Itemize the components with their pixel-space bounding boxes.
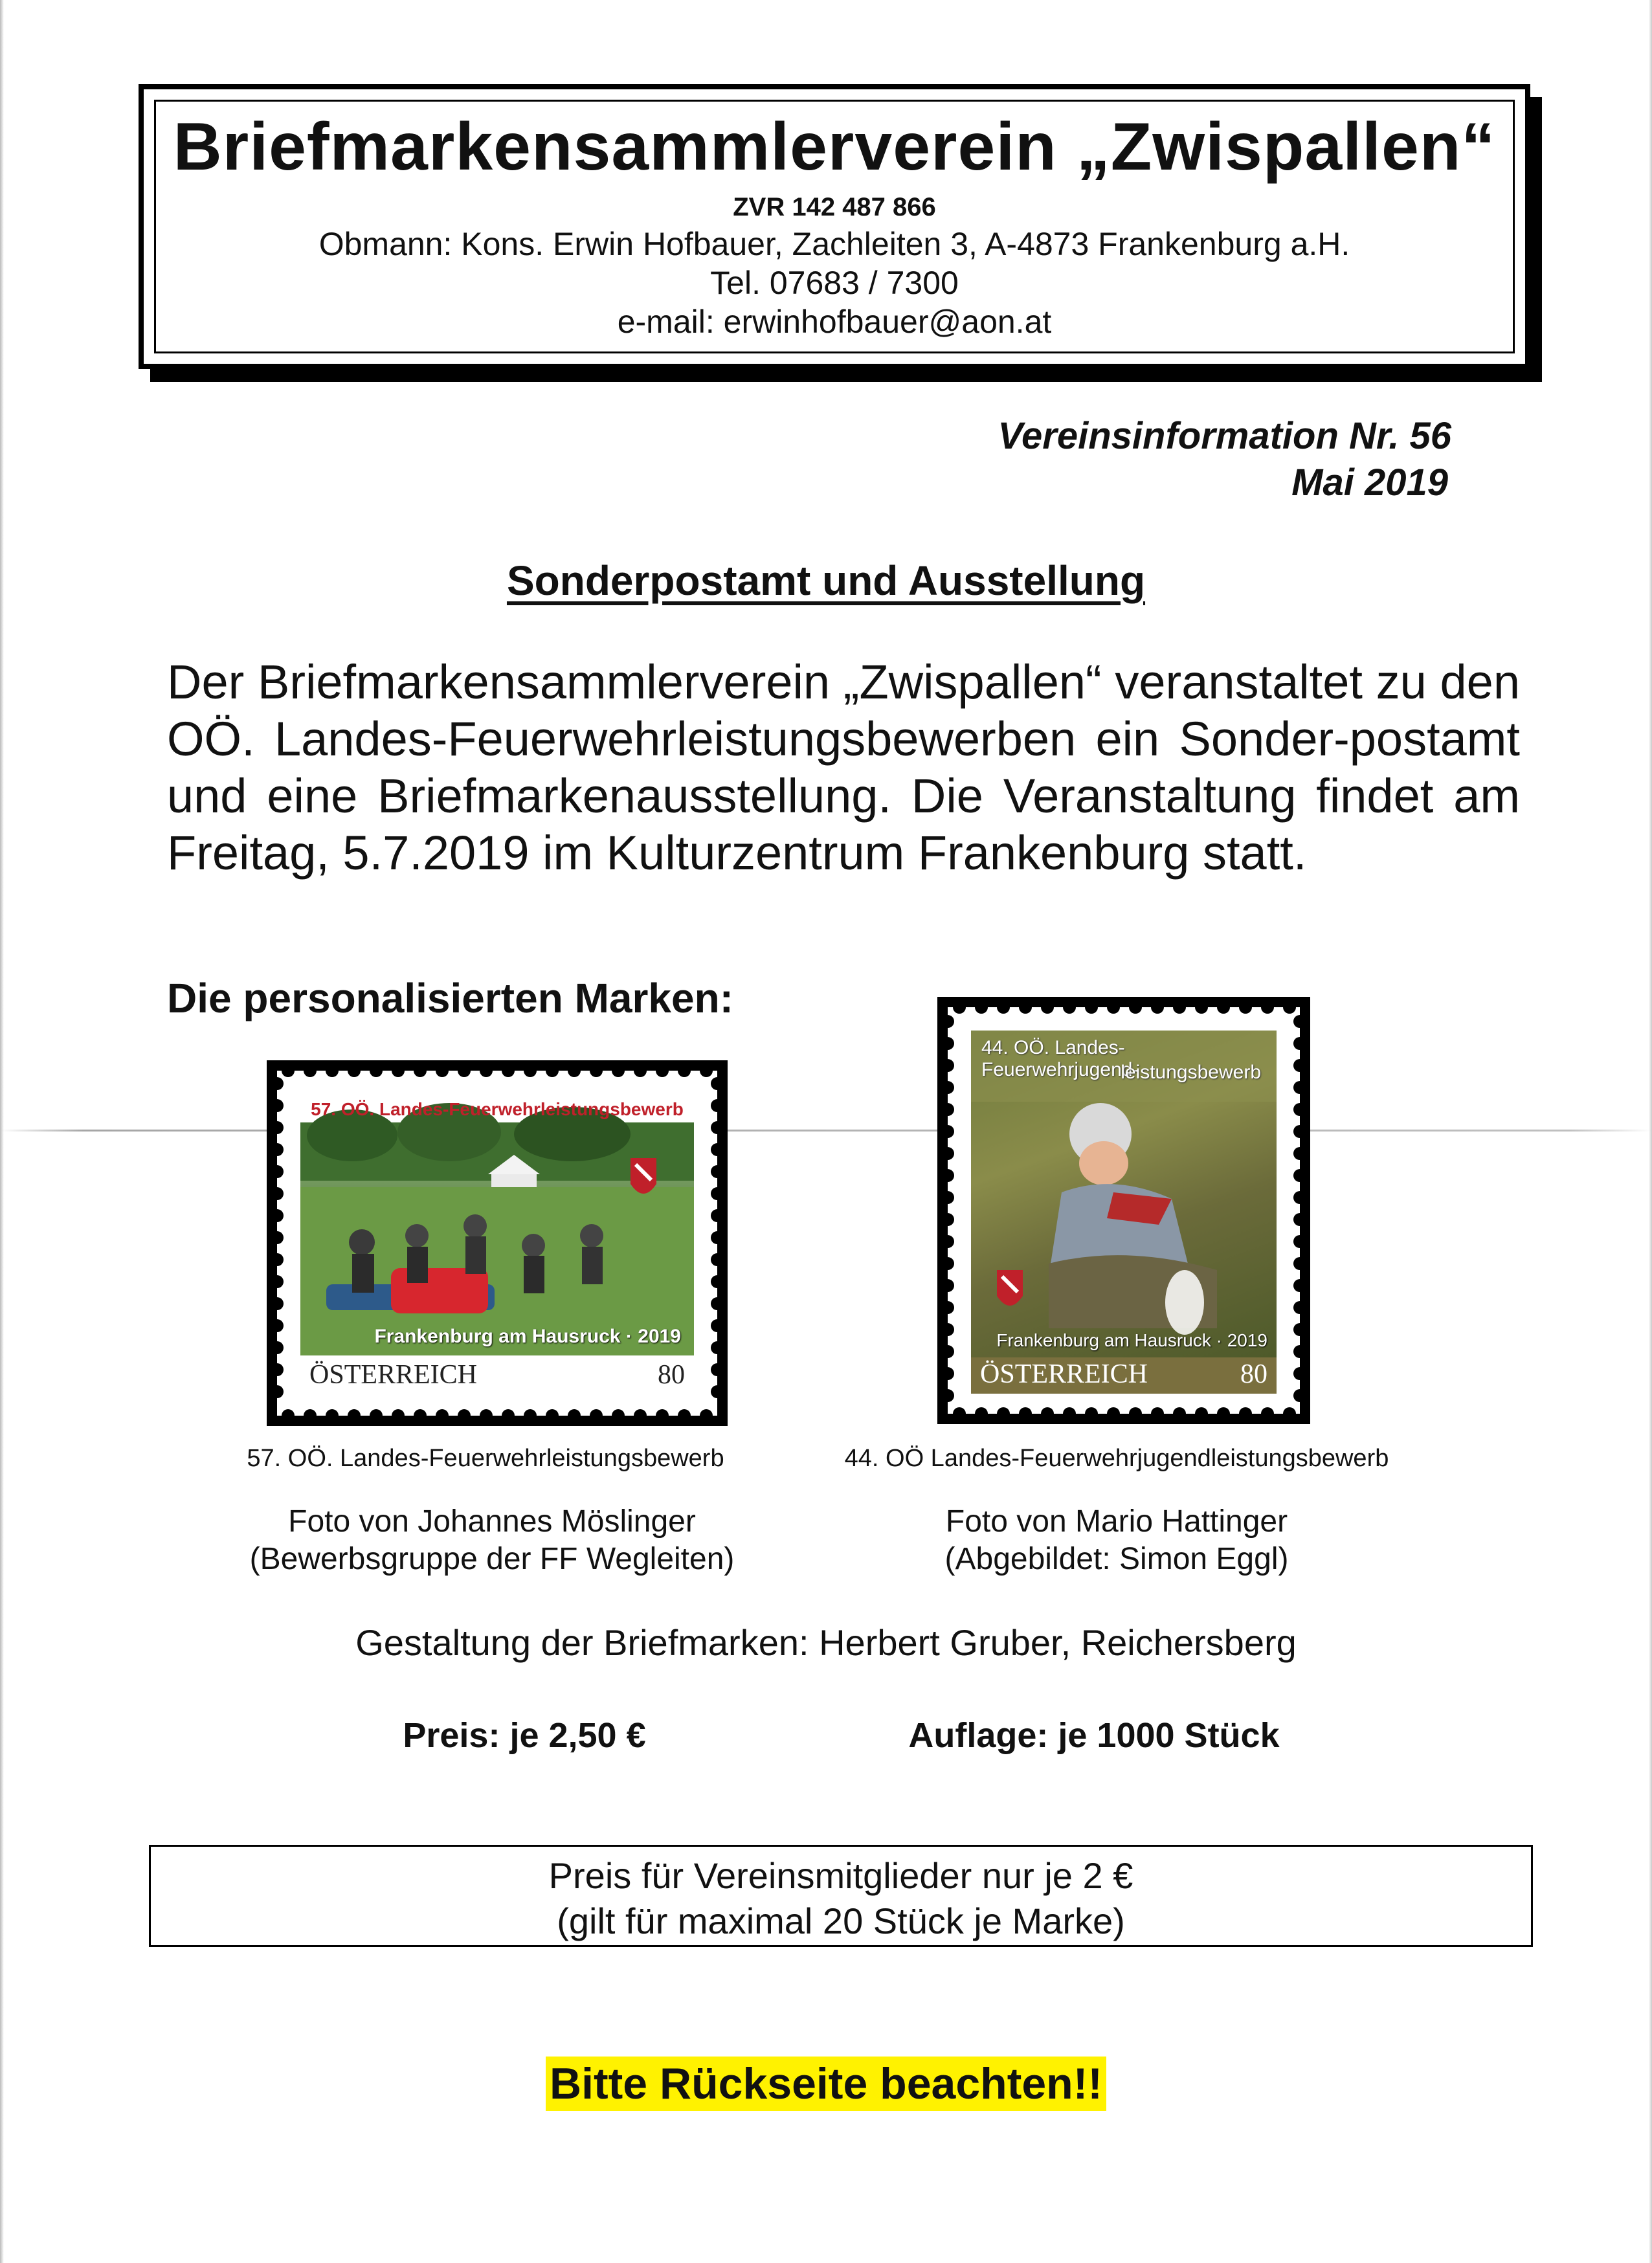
- member-price-line2: (gilt für maximal 20 Stück je Marke): [557, 1901, 1125, 1941]
- stamp-photo: [300, 1097, 694, 1355]
- intro-paragraph: Der Briefmarkensammlerverein „Zwispallen“ veranstaltet zu den OÖ. Landes-Feuerwehrleistungsbewerben ein Sonder-postamt und eine Briefmarkenausstellung. Die Veranstaltung findet am Freitag, 5.7.2019 im Kulturzentrum Frankenburg statt.: [167, 655, 1520, 880]
- back-side-notice: [0, 2058, 1652, 2109]
- section-title: Sonderpostamt und Ausstellung: [506, 557, 1146, 604]
- chairman-address: Obmann: Kons. Erwin Hofbauer, Zachleiten 3, A-4873 Frankenburg a.H.: [318, 226, 1350, 262]
- stamp-design-credit: Gestaltung der Briefmarken: Herbert Gruber, Reichersberg: [355, 1622, 1297, 1663]
- stamp-fire-brigade-competition: [267, 1060, 728, 1426]
- stamp-country: ÖSTERREICH: [980, 1359, 1148, 1389]
- stamp-photo-art: [300, 1097, 694, 1355]
- letterhead-box: [139, 84, 1530, 369]
- telephone: Tel. 07683 / 7300: [710, 265, 959, 301]
- stamp-banner-line1: 44. OÖ. Landes-Feuerwehrjugend-: [981, 1037, 1139, 1080]
- stamp-location: Frankenburg am Hausruck · 2019: [996, 1330, 1267, 1350]
- photo-credit-1-line1: Foto von Johannes Möslinger: [288, 1504, 696, 1539]
- member-price-box: [149, 1845, 1533, 1947]
- stamp-value: 80: [658, 1360, 685, 1390]
- paper-fold-line: [0, 1130, 1652, 1132]
- stamp-country: ÖSTERREICH: [309, 1360, 478, 1390]
- stamp-value: 80: [1240, 1359, 1267, 1389]
- stamp-location: Frankenburg am Hausruck · 2019: [374, 1326, 681, 1347]
- stamp-caption-1: 57. OÖ. Landes-Feuerwehrleistungsbewerb: [247, 1445, 724, 1472]
- scan-edge-right: [1649, 0, 1652, 2263]
- photo-credit-2-line1: Foto von Mario Hattinger: [945, 1504, 1288, 1539]
- photo-credit-1: [194, 1503, 790, 1578]
- scan-edge-left: [0, 0, 4, 2263]
- issue-title: Vereinsinformation Nr. 56: [998, 415, 1451, 457]
- club-name: Briefmarkensammlerverein „Zwispallen“: [173, 109, 1496, 184]
- stamp-caption-2: 44. OÖ Landes-Feuerwehrjugendleistungsbewerb: [844, 1445, 1389, 1472]
- stamp-photo: [971, 1031, 1277, 1357]
- stamps-heading: Die personalisierten Marken:: [167, 975, 733, 1021]
- stamp-youth-fire-brigade-competition: [937, 997, 1310, 1424]
- print-run: Auflage: je 1000 Stück: [908, 1716, 1280, 1755]
- stamp-banner-line2: leistungsbewerb: [1121, 1062, 1261, 1083]
- stamp-footer: [971, 1357, 1277, 1394]
- photo-credit-2-line2: (Abgebildet: Simon Eggl): [944, 1542, 1289, 1576]
- price: Preis: je 2,50 €: [403, 1716, 646, 1755]
- stamp-paper: [948, 1007, 1300, 1414]
- back-side-notice-text: Bitte Rückseite beachten!!: [546, 2057, 1106, 2111]
- photo-credit-1-line2: (Bewerbsgruppe der FF Wegleiten): [249, 1542, 735, 1576]
- stamp-banner: 57. OÖ. Landes-Feuerwehrleistungsbewerb: [311, 1099, 684, 1119]
- email: e-mail: erwinhofbauer@aon.at: [617, 304, 1052, 340]
- issue-date: Mai 2019: [1291, 462, 1448, 504]
- zvr-number: ZVR 142 487 866: [733, 193, 936, 221]
- stamp-footer: [300, 1355, 694, 1394]
- photo-credit-2: [816, 1503, 1418, 1578]
- member-price-line1: Preis für Vereinsmitglieder nur je 2 €: [548, 1855, 1133, 1896]
- stamp-paper: [277, 1071, 717, 1416]
